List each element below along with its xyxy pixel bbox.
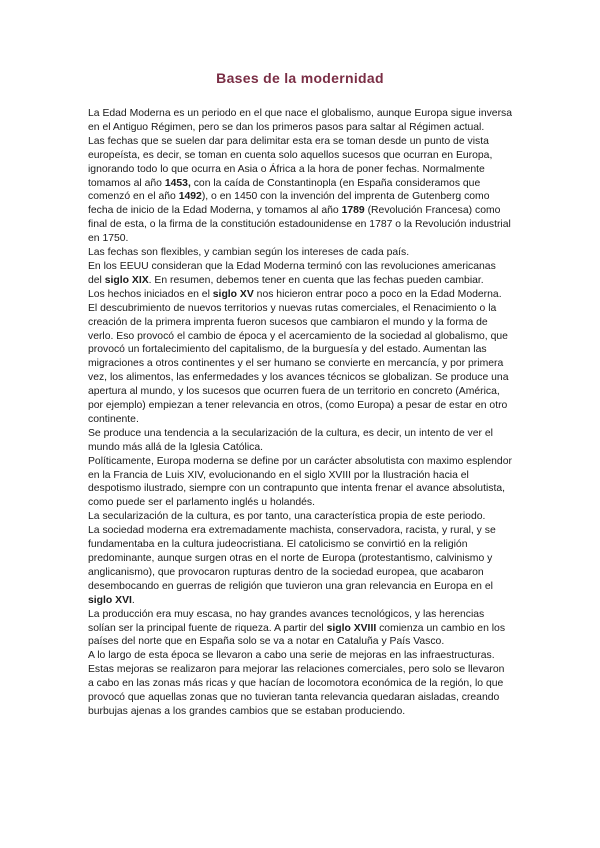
paragraph xyxy=(88,524,512,607)
text-run: Las fechas son flexibles, y cambian según los intereses de cada país. xyxy=(88,247,410,259)
paragraph xyxy=(88,510,512,524)
text-run: . xyxy=(131,594,135,606)
document-title: Bases de la modernidad xyxy=(216,70,384,86)
text-run: nos hicieron entrar poco a poco en la Edad Moderna. El descubrimiento de nuevos territorios y nuevas rutas comerciales, el Renacimiento o la creación de la primera imprenta fueron sucesos que cambiaron el mundo y la forma de verlo. Eso provocó el cambio de época y el acercamiento de la sociedad al globalismo, que provocó un fortalecimiento del capitalismo, de la burguesía y del estado. Aumentan las migraciones a otros continentes y el ser humano se convierte en mercancía, y por primera vez, los alimentos, las enfermedades y los avances técnicos se globalizan. Se produce una apertura al mundo, y los sucesos que ocurren fuera de un territorio en concreto (América, por ejemplo) empiezan a tener relevancia en otros, (como Europa) a pesar de estar en otro continente. xyxy=(88,288,509,425)
text-run: . En resumen, debemos tener en cuenta que las fechas pueden cambiar. xyxy=(148,274,484,286)
text-run: Se produce una tendencia a la secularización de la cultura, es decir, un intento de ver el mundo más allá de la Iglesia Católica. xyxy=(88,427,493,453)
paragraph xyxy=(88,135,512,246)
bold-text: siglo XIX xyxy=(104,274,149,286)
text-run: Los hechos iniciados en el xyxy=(88,288,213,300)
bold-text: siglo XV xyxy=(212,288,254,300)
text-run: comienza un cambio en los países del norte que en España solo se va a notar en Cataluña y País Vasco. xyxy=(88,622,506,648)
text-run: La sociedad moderna era extremadamente machista, conservadora, racista, y rural, y se fundamentaba en la cultura judeocristiana. El catolicismo se convirtió en la religión predominante, aunque surgen otras en el norte de Europa (protestantismo, calvinismo y anglicanismo), que provocaron rupturas dentro de la sociedad europea, que acabaron desembocando en guerras de religión que tuvieron una gran relevancia en Europa en el xyxy=(88,525,496,592)
bold-text: 1492 xyxy=(178,191,202,203)
paragraph xyxy=(88,246,512,260)
text-run: con la caída de Constantinopla (en España consideramos que comenzó en el año xyxy=(88,177,481,203)
text-run: ), o en 1450 con la invención del imprenta de Gutenberg como fecha de inicio de la Edad Moderna, y tomamos al año xyxy=(88,191,490,217)
paragraph xyxy=(88,288,512,427)
bold-text: 1789 xyxy=(341,205,365,217)
paragraph xyxy=(88,455,512,511)
document-body xyxy=(88,107,512,719)
paragraph xyxy=(88,260,512,288)
bold-text: siglo XVI xyxy=(88,594,132,606)
text-run: Políticamente, Europa moderna se define por un carácter absolutista con maximo esplendor en la Francia de Luis XIV, evolucionando en el siglo XVIII por la Ilustración hacia el despotismo ilustrado, siempre con un contrapunto que intenta frenar el avance absolutista, como puede ser el parlamento inglés u holandés. xyxy=(88,455,512,509)
paragraph xyxy=(88,427,512,455)
text-run: (Revolución Francesa) como final de esta, o la firma de la constitución estadounidense en 1787 o la Revolución industrial en 1750. xyxy=(88,205,511,245)
text-run: A lo largo de esta época se llevaron a cabo una serie de mejoras en las infraestructuras. Estas mejoras se realizaron para mejorar las relaciones comerciales, pero solo se llevaron a cabo en las zonas más ricas y que hacían de locomotora económica de la región, lo que provocó que aquellas zonas que no tuvieran tanta relevancia quedaran aisladas, creando burbujas ajenas a los grandes cambios que se estaban produciendo. xyxy=(88,650,505,717)
paragraph xyxy=(88,649,512,719)
text-run: La producción era muy escasa, no hay grandes avances tecnológicos, y las herencias solían ser la principal fuente de riqueza. A partir del xyxy=(88,608,485,634)
bold-text: siglo XVIII xyxy=(326,622,377,634)
paragraph xyxy=(88,608,512,650)
bold-text: 1453, xyxy=(164,177,191,189)
text-run: La Edad Moderna es un periodo en el que nace el globalismo, aunque Europa sigue inversa en el Antiguo Régimen, pero se dan los primeros pasos para saltar al Régimen actual. xyxy=(88,108,513,133)
text-run: En los EEUU consideran que la Edad Moderna terminó con las revoluciones americanas del xyxy=(88,260,496,286)
paragraph xyxy=(88,107,512,135)
text-run: La secularización de la cultura, es por tanto, una característica propia de este periodo. xyxy=(88,511,486,523)
text-run: Las fechas que se suelen dar para delimitar esta era se toman desde un punto de vista europeísta, es decir, se toman en cuenta solo aquellos sucesos que ocurran en Europa, ignorando todo lo que ocurra en Asia o África a la hora de poner fechas. Normalmente tomamos al año xyxy=(88,135,493,189)
